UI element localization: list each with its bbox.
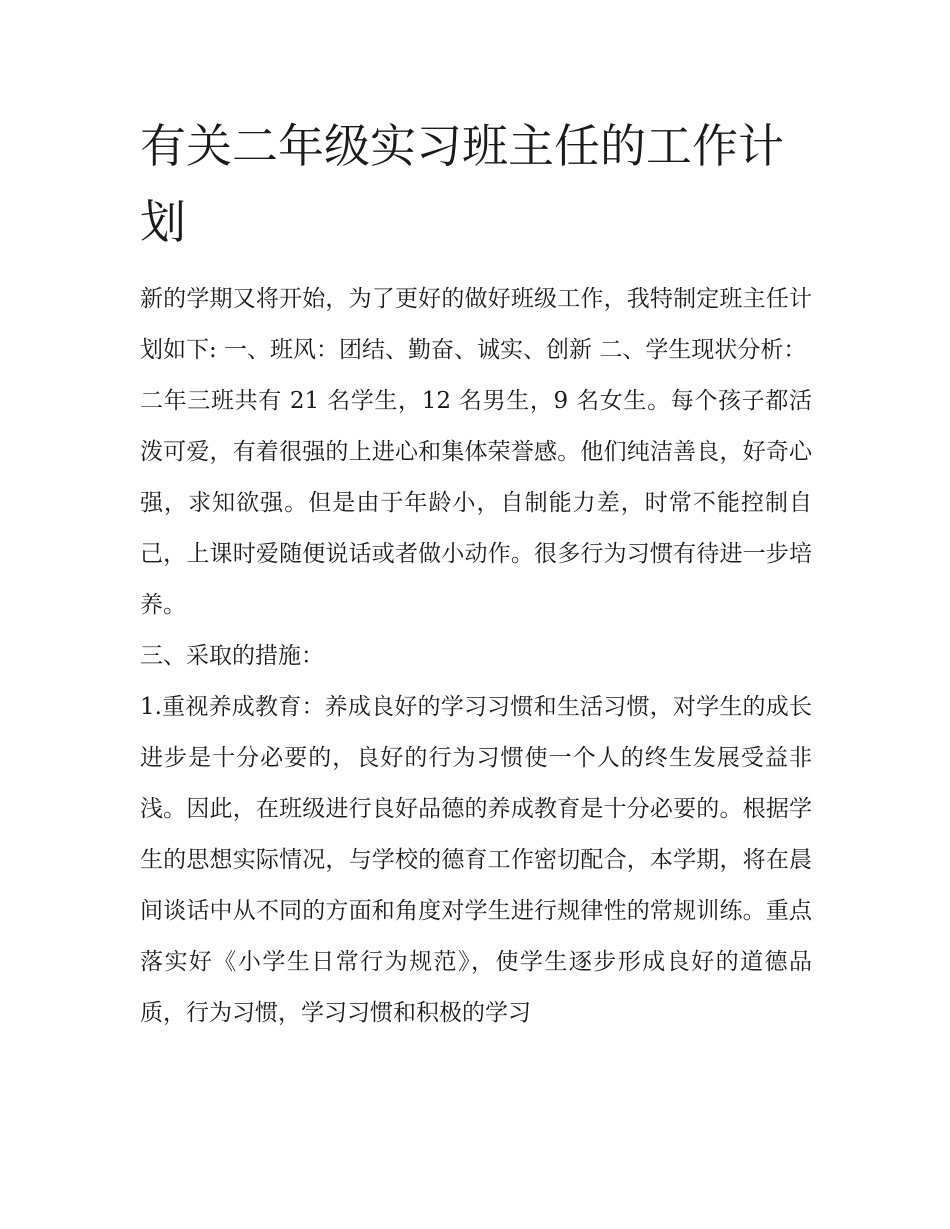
document-body	[140, 108, 812, 1039]
paragraph-measures-heading: 三、采取的措施：	[140, 643, 324, 669]
document-title: 有关二年级实习班主任的工作计划	[140, 119, 784, 249]
paragraph-measure-1: 1.重视养成教育：养成良好的学习习惯和生活习惯，对学生的成长进步是十分必要的，良好的行为习惯使一个人的终生发展受益非浅。因此，在班级进行良好品德的养成教育是十分必要的。根据学生的思想实际情况，与学校的德育工作密切配合，本学期，将在晨间谈话中从不同的方面和角度对学生进行规律性的常规训练。重点落实好《小学生日常行为规范》，使学生逐步形成良好的道德品质，行为习惯，学习习惯和积极的学习	[140, 694, 812, 1026]
paragraph-student-analysis: 二年三班共有 21 名学生，12 名男生，9 名女生。每个孩子都活泼可爱，有着很强的上进心和集体荣誉感。他们纯洁善良，好奇心强，求知欲强。但是由于年龄小，自制能力差，时常不能控制自己，上课时爱随便说话或者做小动作。很多行为习惯有待进一步培养。	[140, 388, 812, 618]
paragraph-intro: 新的学期又将开始，为了更好的做好班级工作，我特制定班主任计划如下: 一、班风：团结、勤奋、诚实、创新 二、学生现状分析：	[140, 286, 812, 363]
